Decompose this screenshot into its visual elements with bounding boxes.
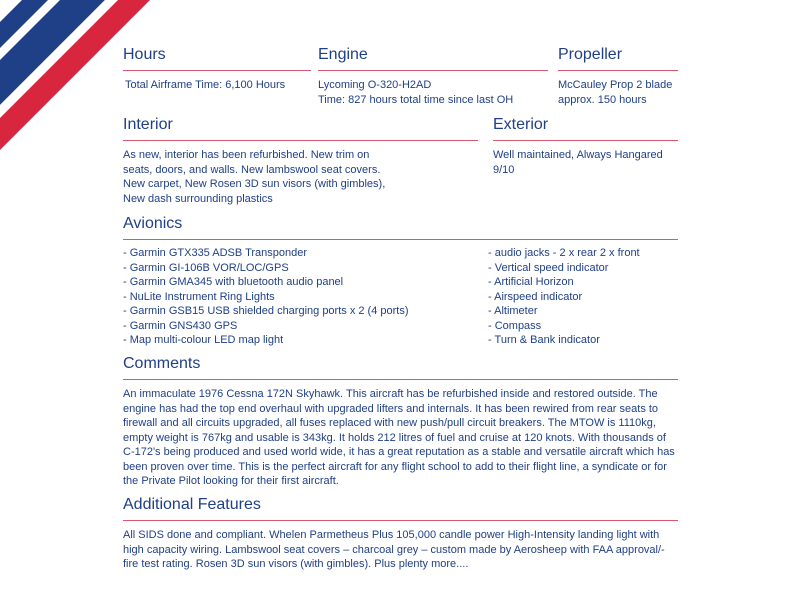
propeller-model: McCauley Prop 2 blade xyxy=(558,79,673,91)
exterior-description xyxy=(493,148,663,177)
comments-line: engine has had the top end overhaul with upgraded lifters and internals. It has been rewired from rear seats to xyxy=(123,402,659,415)
additional-features-divider xyxy=(123,520,678,521)
list-item: - audio jacks - 2 x rear 2 x front xyxy=(488,247,640,259)
additional-line: high capacity wiring. Lambswool seat covers – charcoal grey – custom made by Aerosheep with FAA approval/- xyxy=(123,543,665,556)
exterior-line: Well maintained, Always Hangared xyxy=(493,149,663,161)
list-item: - Airspeed indicator xyxy=(488,290,583,303)
propeller-time: approx. 150 hours xyxy=(558,93,647,106)
comments-line: An immaculate 1976 Cessna 172N Skyhawk. This aircraft has be refurbished inside and restored outside. The xyxy=(123,388,658,400)
interior-description xyxy=(123,148,385,206)
avionics-divider xyxy=(123,239,678,240)
engine-divider xyxy=(318,70,548,71)
list-item: - Garmin GI-106B VOR/LOC/GPS xyxy=(123,261,289,274)
avionics-list-left xyxy=(123,246,409,348)
comments-line: been proven over time. This is the perfect aircraft for any flight school to add to their flight line, a syndicate or for xyxy=(123,460,667,473)
avionics-list-right xyxy=(488,246,640,348)
list-item: - Vertical speed indicator xyxy=(488,261,609,274)
engine-heading: Engine xyxy=(318,46,368,63)
additional-features-body xyxy=(123,528,665,572)
exterior-line: 9/10 xyxy=(493,163,515,176)
list-item: - Garmin GMA345 with bluetooth audio panel xyxy=(123,276,344,288)
propeller-divider xyxy=(558,70,678,71)
comments-line: firewall and all circuits upgraded, all fuses replaced with new push/pull circuit breakers. The MTOW is 1110kg, xyxy=(123,417,656,429)
list-item: - NuLite Instrument Ring Lights xyxy=(123,290,275,303)
interior-line: As new, interior has been refurbished. New trim on xyxy=(123,149,370,161)
list-item: - Map multi-colour LED map light xyxy=(123,334,284,346)
additional-line: All SIDS done and compliant. Whelen Parmetheus Plus 105,000 candle power High-Intensity landing light with xyxy=(123,529,660,541)
interior-line: seats, doors, and walls. New lambswool seat covers. xyxy=(123,163,381,176)
list-item: - Garmin GNS430 GPS xyxy=(123,319,238,332)
interior-line: New carpet, New Rosen 3D sun visors (with gimbles), xyxy=(123,178,386,190)
additional-line: fire test rating. Rosen 3D sun visors (with gimbles). Plus plenty more.... xyxy=(123,558,469,570)
comments-line: the Private Pilot looking for their first aircraft. xyxy=(123,475,339,487)
list-item: - Garmin GSB15 USB shielded charging ports x 2 (4 ports) xyxy=(123,305,409,317)
interior-heading: Interior xyxy=(123,116,173,133)
list-item: - Turn & Bank indicator xyxy=(488,334,600,346)
list-item: - Garmin GTX335 ADSB Transponder xyxy=(123,247,308,259)
exterior-heading: Exterior xyxy=(493,116,549,133)
engine-details xyxy=(318,78,513,107)
propeller-heading: Propeller xyxy=(558,46,623,63)
comments-line: empty weight is 767kg and usable is 343kg. It holds 212 litres of fuel and cruise at 120 knots. With thousands of xyxy=(123,431,666,444)
list-item: - Altimeter xyxy=(488,305,538,317)
list-item: - Compass xyxy=(488,319,542,332)
hours-heading: Hours xyxy=(123,46,166,63)
engine-time: Time: 827 hours total time since last OH xyxy=(318,93,514,106)
comments-divider xyxy=(123,379,678,380)
list-item: - Artificial Horizon xyxy=(488,276,574,288)
interior-line: New dash surrounding plastics xyxy=(123,192,273,205)
hours-divider xyxy=(123,70,311,71)
total-airframe-time: Total Airframe Time: 6,100 Hours xyxy=(125,79,286,91)
engine-model: Lycoming O-320-H2AD xyxy=(318,79,432,91)
comments-heading: Comments xyxy=(123,355,201,372)
exterior-divider xyxy=(493,140,678,141)
avionics-heading: Avionics xyxy=(123,215,183,232)
interior-divider xyxy=(123,140,478,141)
comments-body xyxy=(123,387,675,489)
comments-line: C-172's being produced and used world wide, it has a great reputation as a stable and versatile aircraft which has xyxy=(123,446,675,458)
additional-features-heading: Additional Features xyxy=(123,496,261,513)
propeller-details xyxy=(558,78,672,107)
